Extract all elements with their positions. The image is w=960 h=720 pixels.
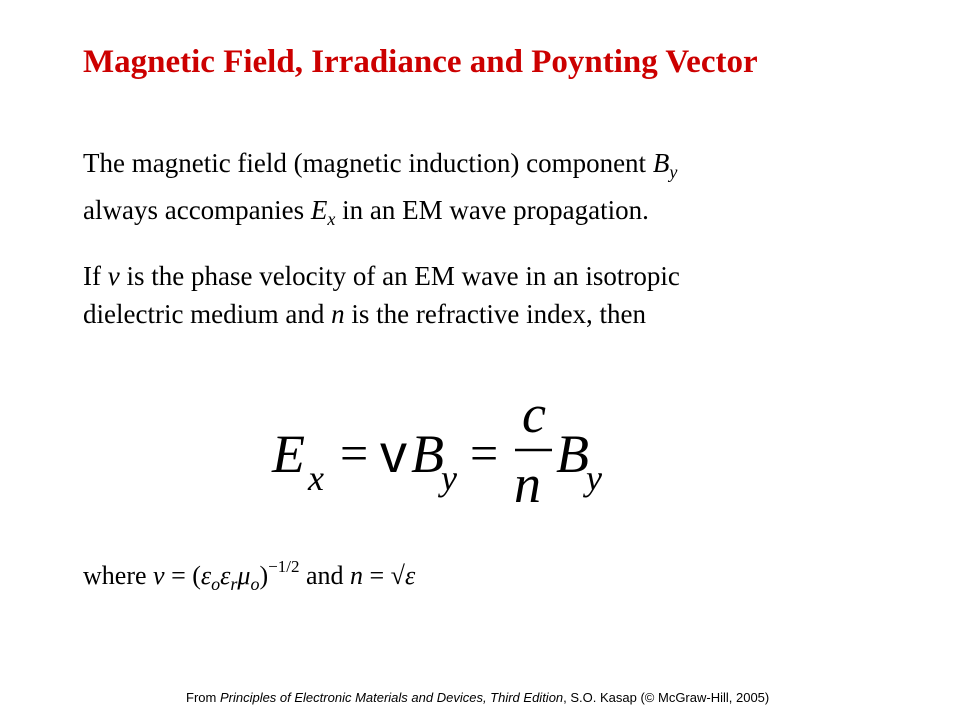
symbol-v: v — [107, 261, 120, 291]
eq-v: v — [380, 424, 407, 484]
symbol-epsilon: ε — [220, 561, 231, 590]
eq-sub-x: x — [308, 458, 324, 498]
eq-n: n — [514, 454, 541, 514]
where-text: where — [83, 561, 154, 590]
slide-title: Magnetic Field, Irradiance and Poynting Vector — [83, 44, 758, 80]
exponent: −1/2 — [268, 557, 300, 576]
paragraph-text: If — [83, 261, 108, 291]
paragraph-text: dielectric medium and — [83, 299, 332, 329]
symbol-e: E — [310, 195, 328, 225]
eq-sub-y-2: y — [586, 458, 602, 498]
eq-e: E — [272, 424, 305, 484]
citation-text: From — [186, 690, 220, 705]
equation-e-vb-cn — [270, 388, 630, 518]
eq-b-2: B — [556, 424, 589, 484]
paragraph-magnetic-field — [83, 144, 677, 238]
symbol-n: n — [350, 561, 363, 590]
subscript-o: o — [250, 574, 260, 594]
paragraph-text: is the refractive index, then — [344, 299, 647, 329]
symbol-b: B — [652, 148, 670, 178]
eq-c: c — [522, 388, 546, 444]
symbol-n: n — [331, 299, 345, 329]
paragraph-line — [83, 191, 677, 238]
book-title: Principles of Electronic Materials and Devices, Third Edition — [219, 690, 564, 705]
paragraph-text: is the phase velocity of an EM wave in an isotropic — [119, 261, 680, 291]
where-text: ) — [259, 561, 269, 590]
subscript-y: y — [669, 162, 678, 182]
eq-equals-1: = — [340, 425, 369, 481]
where-text: = ( — [164, 561, 201, 590]
symbol-mu: μ — [237, 561, 251, 590]
where-text: and — [299, 561, 350, 590]
subscript-o: o — [211, 574, 221, 594]
symbol-v: v — [153, 561, 165, 590]
paragraph-phase-velocity — [83, 257, 680, 333]
paragraph-line — [83, 257, 680, 295]
paragraph-line — [83, 144, 677, 191]
citation-text: , S.O. Kasap (© McGraw-Hill, 2005) — [563, 690, 770, 705]
paragraph-text: always accompanies — [83, 195, 311, 225]
eq-b: B — [411, 424, 444, 484]
where-text: = √ — [363, 561, 405, 590]
subscript-r: r — [230, 574, 238, 594]
symbol-epsilon: ε — [404, 561, 416, 590]
eq-sub-y: y — [441, 458, 457, 498]
subscript-x: x — [327, 209, 336, 229]
symbol-epsilon: ε — [200, 561, 212, 590]
eq-equals-2: = — [470, 425, 499, 481]
paragraph-text: in an EM wave propagation. — [335, 195, 649, 225]
where-clause — [83, 557, 415, 595]
paragraph-text: The magnetic field (magnetic induction) component — [83, 148, 653, 178]
source-citation — [186, 690, 769, 705]
paragraph-line — [83, 295, 680, 333]
